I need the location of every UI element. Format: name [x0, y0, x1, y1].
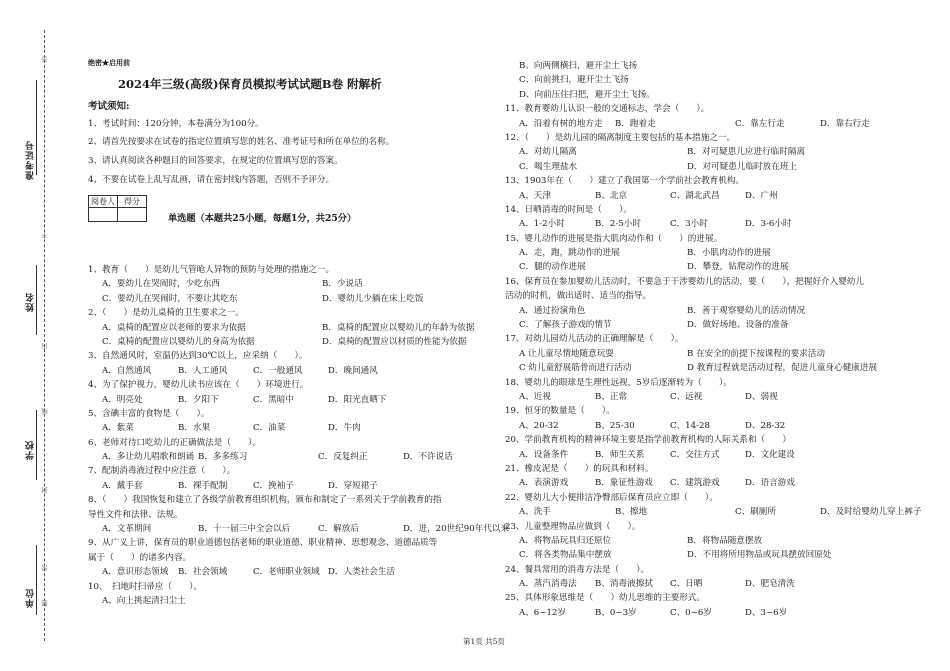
question-line — [88, 449, 498, 463]
question-line — [505, 245, 915, 259]
question-line — [88, 334, 498, 348]
answer-option: B．善于观察婴幼儿的活动情况 — [687, 305, 806, 316]
answer-option: B．桌椅的配置应以婴幼儿的年龄为依据 — [322, 322, 475, 333]
question-stem: 2、（ ）是幼儿桌椅的卫生要求之一。 — [88, 308, 244, 319]
answer-option: C 幼儿童舒展筋骨而进行活动 — [519, 363, 632, 374]
answer-option: A．通过扮演角色 — [519, 305, 586, 316]
question-stem: 5、含碘丰富的食物是（ ）。 — [88, 408, 210, 419]
answer-option: B．小肌肉动作的进展 — [687, 248, 771, 259]
question-stem: 12、（ ）是幼儿园的隔离制度主要包括的基本措施之一。 — [505, 132, 736, 143]
question-line — [505, 418, 915, 432]
notice-item: 3、请认真阅读各种题目的回答要求，在规定的位置填写您的答案。 — [88, 156, 343, 166]
answer-option: A．戴手套 — [102, 480, 143, 491]
question-line — [88, 435, 498, 449]
answer-option: A．紫菜 — [102, 423, 134, 434]
answer-option: D．靠右行走 — [820, 118, 870, 129]
question-line — [505, 288, 915, 302]
answer-option: A．沿着有树的地方走 — [519, 118, 603, 129]
answer-option: D．桌椅的配置应以材质的性能为依据 — [322, 336, 467, 347]
answer-option: D、向前压住扫把，避开尘土飞扬。 — [519, 89, 655, 100]
answer-option: D、弱视 — [745, 391, 778, 402]
question-line — [505, 116, 915, 130]
answer-option: B．水果 — [178, 423, 211, 434]
question-stem: 16、保育员在参加婴幼儿活动时，不要急于干涉婴幼儿的活动，要（ ），把握好介入婴幼儿 — [505, 276, 864, 287]
notice-item: 4、不要在试卷上乱写乱画，请在密封线内答题，否则不予评分。 — [88, 175, 335, 185]
answer-option: A．意识形态领域 — [102, 567, 169, 578]
answer-option: A．设备条件 — [519, 449, 569, 460]
seal-char: 题 — [41, 600, 49, 607]
question-line — [505, 519, 915, 533]
unit-field[interactable] — [36, 545, 37, 615]
answer-option: C．一般通风 — [253, 365, 303, 376]
answer-option: D．牛肉 — [328, 423, 361, 434]
question-line — [88, 535, 498, 549]
question-line — [505, 432, 915, 446]
answer-option: C．桌椅的配置应以婴幼儿的身高为依据 — [102, 336, 255, 347]
answer-option: C．反复纠正 — [318, 452, 368, 463]
question-line — [88, 478, 498, 492]
question-line — [88, 521, 510, 535]
question-line — [505, 475, 915, 489]
question-line — [505, 389, 915, 403]
question-stem: 20、学前教育机构的精神环境主要是指学前教育机构的人际关系和（ ） — [505, 435, 791, 446]
notice-item: 2、请首先按要求在试卷的指定位置填写您的姓名、准考证号和所在单位的名称。 — [88, 137, 395, 147]
answer-option: C、刷厕所 — [735, 507, 776, 518]
question-line — [505, 202, 915, 216]
answer-option: A．1-2小时 — [519, 219, 565, 230]
answer-option: D．对可疑患儿临时放在班上 — [687, 161, 798, 172]
question-stem: 属于（ ）的诸多内容。 — [88, 552, 192, 563]
answer-option: C．解放后 — [318, 524, 359, 535]
answer-option: B、北京 — [595, 190, 628, 201]
question-line — [88, 550, 498, 564]
question-stem: 23、儿童整理物品应做到（ ）。 — [505, 521, 641, 532]
answer-option: C．黑暗中 — [253, 394, 294, 405]
seal-char: 答 — [41, 56, 49, 63]
seal-char: 封 — [41, 487, 49, 494]
answer-option: B．十一届三中全会以后 — [198, 524, 291, 535]
answer-option: D、广州 — [745, 190, 778, 201]
question-line — [88, 564, 498, 578]
question-line — [505, 360, 915, 374]
answer-option: B．裸手配制 — [178, 480, 228, 491]
notice-item: 1、考试时间：120分钟，本卷满分为100分。 — [88, 119, 264, 129]
answer-option: C、日晒 — [670, 579, 703, 590]
question-stem: 9、从广义上讲，保育员的职业道德包括老师的职业道德、职业精神、思想观念、道德品质等 — [88, 538, 438, 549]
question-line — [505, 274, 915, 288]
answer-option: D 教育过程就是活动过程，促进儿童身心健康进展 — [687, 363, 878, 374]
answer-option: C、向前挑扫，避开尘土飞扬 — [519, 75, 629, 86]
answer-option: C、远视 — [670, 391, 703, 402]
seal-char: 不 — [41, 232, 49, 239]
question-line — [505, 144, 915, 158]
answer-option: A、近视 — [519, 391, 551, 402]
question-line — [505, 303, 915, 317]
answer-option: D．穿短裙子 — [328, 480, 378, 491]
question-stem: 11、教育婴幼儿认识一般的交通标志，学会（ ）。 — [505, 104, 710, 115]
answer-option: C．老师职业领域 — [253, 567, 320, 578]
question-stem: 19、恒牙的数量是（ ）。 — [505, 406, 615, 417]
question-line — [505, 562, 915, 576]
question-line — [505, 231, 915, 245]
question-line — [88, 305, 498, 319]
answer-option: D、肥皂清洗 — [745, 579, 795, 590]
answer-option: A．明亮处 — [102, 394, 143, 405]
answer-option: A、向上挑起清扫尘土 — [102, 595, 186, 606]
answer-option: D．人类社会生活 — [328, 567, 396, 578]
question-line — [88, 406, 498, 420]
section-heading: 单选题（本题共25小题，每题1分，共25分） — [168, 213, 357, 224]
answer-option: D．3-6小时 — [745, 219, 792, 230]
answer-option: B．多多练习 — [198, 452, 248, 463]
question-stem: 10、 扫地时扫帚应（ ）。 — [88, 581, 203, 592]
question-stem: 22、婴幼儿大小便排洁净臀部后保育员应立即（ ）。 — [505, 492, 718, 503]
answer-option: C．将各类物品集中摆放 — [519, 550, 612, 561]
unit-label: 单位 — [26, 588, 36, 608]
question-line — [505, 375, 915, 389]
question-line — [505, 605, 915, 619]
question-line — [505, 72, 915, 86]
question-stem: 15、婴儿动作的进展是指大肌肉动作和（ ）的进展。 — [505, 233, 723, 244]
answer-option: B、0~3岁 — [595, 607, 637, 618]
answer-option: C、0~6岁 — [670, 607, 712, 618]
answer-option: A．要幼儿在哭闹时，少吃东西 — [102, 279, 220, 290]
answer-option: C．要幼儿在哭闹时，不要让其吃东 — [102, 293, 238, 304]
answer-option: A、天津 — [519, 190, 551, 201]
answer-option: C．3小时 — [670, 219, 708, 230]
answer-option: B．社会领域 — [178, 567, 228, 578]
score-box-cell[interactable] — [89, 208, 118, 222]
answer-option: C．建筑游戏 — [670, 478, 720, 489]
answer-option: D、3~6岁 — [745, 607, 788, 618]
seal-char: 密 — [41, 565, 49, 572]
answer-option: D．语言游戏 — [745, 478, 795, 489]
answer-option: A．将物品玩具归还原位 — [519, 535, 612, 546]
answer-option: B．夕阳下 — [178, 394, 219, 405]
answer-option: B 在安全的前提下按课程的要求活动 — [687, 348, 825, 359]
question-stem: 14、日晒消毒的时间是（ ）。 — [505, 204, 632, 215]
answer-option: A．走，跑，跳动作的进展 — [519, 248, 620, 259]
answer-option: A．对幼儿隔离 — [519, 147, 577, 158]
answer-option: D、及时给婴幼儿穿上裤子 — [820, 507, 922, 518]
question-stem: 6、老师对待口吃幼儿的正确做法是（ ）。 — [88, 437, 262, 448]
answer-option: C．了解孩子游戏的情节 — [519, 320, 612, 331]
question-line — [88, 507, 498, 521]
question-stem: 3、自然通风时，室温仍达到30℃以上，应采纳（ ）。 — [88, 351, 308, 362]
score-box-grader: 阅卷人 — [89, 196, 118, 208]
question-stem: 活动的时机，做出适时、适当的指导。 — [505, 291, 652, 302]
name-label: 姓名 — [26, 292, 36, 312]
answer-option: A．蒸汽消毒法 — [519, 579, 577, 590]
left-question-column — [88, 262, 510, 607]
question-stem: 21、橡皮泥是（ ）的玩具和材料。 — [505, 463, 654, 474]
question-line — [88, 579, 498, 593]
question-line — [505, 590, 915, 604]
question-line — [88, 348, 498, 362]
question-line — [505, 58, 915, 72]
answer-option: B．少说话 — [322, 279, 363, 290]
answer-option: B、向两侧横扫，避开尘土飞扬 — [519, 61, 638, 71]
question-stem: 4、为了保护视力，婴幼儿读书应该在（ ）环境进行。 — [88, 380, 309, 391]
answer-option: C．挽袖子 — [253, 480, 294, 491]
answer-option: C．腿的动作进展 — [519, 262, 586, 273]
question-stem: 17、对幼儿园幼儿活动的正确理解是（ ）。 — [505, 334, 684, 345]
answer-option: A、6~12岁 — [519, 607, 566, 618]
answer-option: A．自然通风 — [102, 365, 152, 376]
question-line — [505, 101, 915, 115]
answer-option: D．晚间通风 — [328, 365, 378, 376]
question-line — [505, 447, 915, 461]
answer-option: B．师生关系 — [595, 449, 645, 460]
answer-option: A．表演游戏 — [519, 478, 569, 489]
notice-heading: 考试须知: — [88, 101, 130, 112]
answer-option: D．做好场地、设备的准备 — [687, 320, 789, 331]
answer-option: D．婴幼儿少躺在床上吃饭 — [322, 293, 424, 304]
question-line — [88, 291, 498, 305]
question-stem: 7、配制消毒液过程中应注意（ ）。 — [88, 466, 236, 477]
question-line — [505, 259, 915, 273]
answer-option: B．人工通风 — [178, 365, 228, 376]
question-line — [505, 317, 915, 331]
answer-option: B．对可疑患儿应进行临时隔离 — [687, 147, 806, 158]
score-box — [88, 195, 147, 222]
question-line — [505, 504, 922, 518]
answer-option: C．交往方式 — [670, 449, 720, 460]
question-line — [505, 188, 915, 202]
answer-option: A 让儿童尽情地随意玩耍 — [519, 348, 614, 359]
question-stem: 18、婴幼儿的眼球是生理性远视，5岁后逐渐转为（ ）。 — [505, 377, 732, 388]
question-line — [505, 403, 915, 417]
answer-option: A．多让幼儿唱歌和朗诵 — [102, 452, 195, 463]
question-line — [505, 216, 915, 230]
question-line — [505, 130, 915, 144]
page-footer: 第1页 共5页 — [463, 637, 505, 646]
question-line — [88, 377, 498, 391]
answer-option: D．阳光直晒下 — [328, 394, 387, 405]
question-line — [88, 420, 498, 434]
answer-option: A、洗手 — [519, 507, 551, 518]
question-line — [505, 533, 915, 547]
right-question-column — [505, 58, 922, 619]
question-stem: 25、具体形象思维是（ ）幼儿思维的主要形式。 — [505, 593, 705, 604]
answer-option: C、14-28 — [670, 420, 710, 431]
seal-line — [44, 30, 45, 641]
question-line — [505, 346, 915, 360]
exam-number-field[interactable] — [36, 80, 37, 175]
question-stem: 1、教育（ ）是幼儿气管呛人异物的预防与处理的措施之一。 — [88, 265, 335, 275]
answer-option: B、擦地 — [615, 507, 648, 518]
school-label: 学校 — [26, 440, 36, 460]
question-line — [88, 320, 498, 334]
question-line — [88, 262, 498, 276]
question-line — [88, 463, 498, 477]
question-line — [88, 593, 498, 607]
answer-option: D．不许说话 — [403, 452, 453, 463]
answer-option: B、正常 — [595, 391, 628, 402]
question-stem: 8、（ ）我国恢复和建立了各级学前教育组织机构，颁布和制定了一系列关于学前教育的指 — [88, 495, 442, 506]
question-line — [88, 276, 498, 290]
question-stem: 导性文件和法律、法规。 — [88, 509, 183, 520]
answer-option: D．文化建设 — [745, 449, 795, 460]
question-line — [505, 87, 915, 101]
answer-option: B、25-30 — [595, 420, 635, 431]
answer-option: C．靠左行走 — [735, 118, 785, 129]
answer-option: B．2-5小时 — [595, 219, 641, 230]
seal-char: 线 — [41, 408, 49, 415]
answer-option: D、28-32 — [745, 420, 786, 431]
question-line — [505, 331, 915, 345]
question-stem: 24、餐具常用的消毒方法是（ ）。 — [505, 564, 650, 575]
answer-option: D．不用将所用物品或玩具摆放回原处 — [687, 550, 832, 561]
question-line — [505, 547, 915, 561]
page-title: 2024年三级(高级)保育员模拟考试试题B卷 附解析 — [118, 77, 382, 91]
seal-char: 内 — [41, 343, 49, 350]
answer-option: C．油菜 — [253, 423, 286, 434]
question-stem: 13、1903年在（ ）建立了我国第一个学前社会教育机构。 — [505, 176, 745, 187]
question-line — [88, 492, 498, 506]
question-line — [505, 576, 915, 590]
name-field[interactable] — [36, 265, 37, 335]
answer-option: B．跑着走 — [615, 118, 656, 129]
school-field[interactable] — [36, 410, 37, 480]
question-line — [505, 173, 915, 187]
question-line — [505, 490, 915, 504]
answer-option: D．进，20世纪90年代以来 — [403, 524, 510, 535]
answer-option: A、20-32 — [519, 420, 559, 431]
score-box-cell[interactable] — [118, 208, 147, 222]
question-line — [88, 363, 498, 377]
question-line — [505, 461, 915, 475]
question-line — [88, 392, 498, 406]
answer-option: B．象征性游戏 — [595, 478, 653, 489]
answer-option: A．桌椅的配置应以老师的要求为依据 — [102, 322, 246, 333]
answer-option: A．文革期间 — [102, 524, 152, 535]
question-line — [505, 159, 915, 173]
answer-option: B、消毒液擦拭 — [595, 579, 653, 590]
secret-mark: 绝密★启用前 — [88, 58, 130, 67]
exam-number-label: 准考证号 — [26, 140, 36, 180]
answer-option: C．喝生理盐水 — [519, 161, 578, 172]
answer-option: D．攀登，钻爬动作的进展 — [687, 262, 789, 273]
score-box-score: 得分 — [118, 196, 147, 208]
answer-option: B．将物品随意摆放 — [687, 535, 763, 546]
answer-option: C、湖北武昌 — [670, 190, 720, 201]
